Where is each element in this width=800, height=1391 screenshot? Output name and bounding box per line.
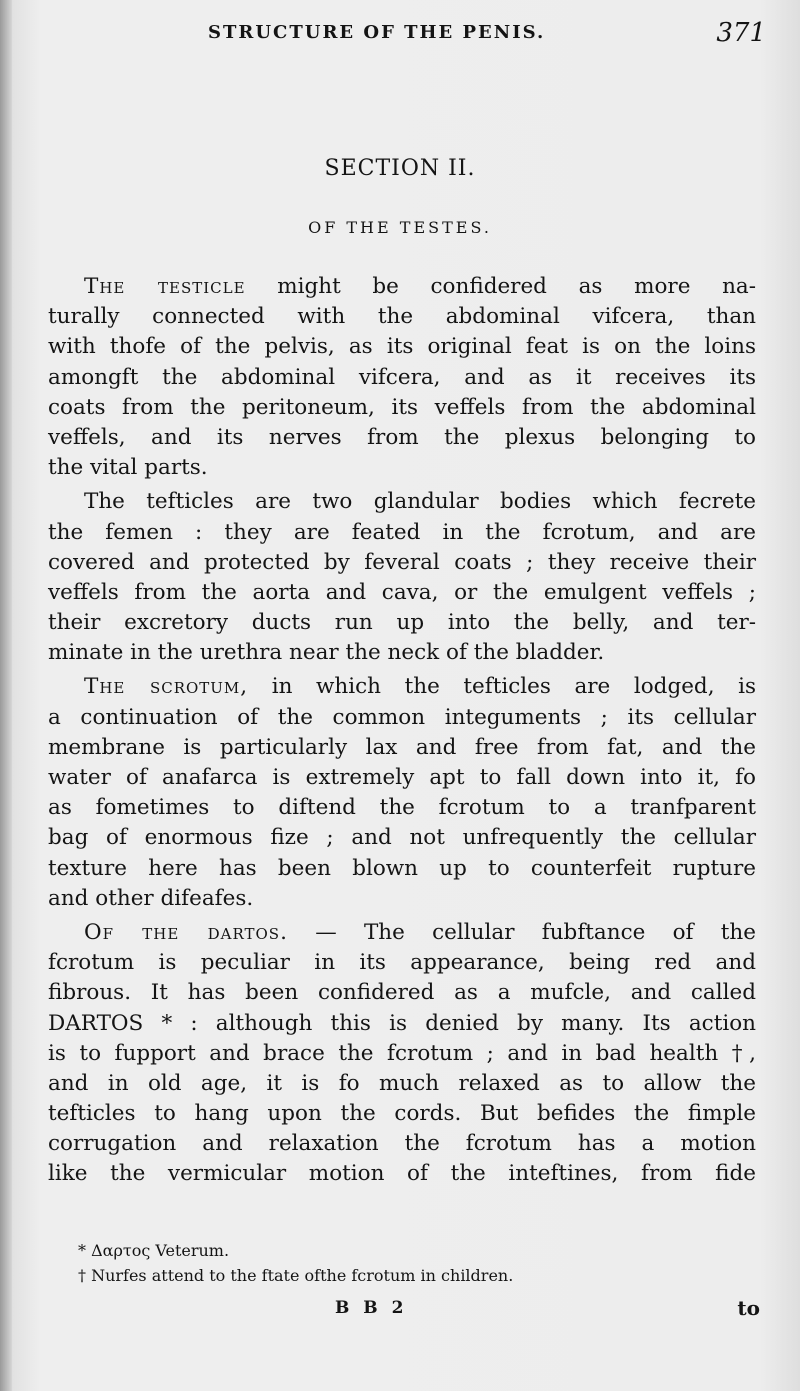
text-line: texture here has been blown up to counterfeit rupture (48, 855, 756, 881)
text-line: The tefticles are two glandular bodies which fecrete (84, 489, 756, 515)
text-line: is to fupport and brace the fcrotum ; and in bad health †, (48, 1040, 756, 1066)
paragraph-testicle (48, 272, 756, 483)
text-line: veffels from the aorta and cava, or the emulgent veffels ; (48, 579, 756, 605)
paragraph-lead: Of the dartos. (84, 919, 288, 945)
text-line: a continuation of the common integuments ; its cellular (48, 704, 756, 730)
text-line: and other difeafes. (48, 885, 254, 911)
text-line: bag of enormous fize ; and not unfrequently the cellular (48, 825, 756, 851)
text-line: membrane is particularly lax and free from fat, and the (48, 734, 756, 760)
text-line: DARTOS * : although this is denied by many. Its action (48, 1010, 756, 1036)
text-line: veffels, and its nerves from the plexus belonging to (48, 424, 756, 450)
catchword: to (737, 1296, 760, 1320)
running-title: STRUCTURE OF THE PENIS. (208, 22, 546, 43)
page-number: 371 (716, 18, 766, 48)
paragraph-lead: The scrotum, (84, 674, 249, 700)
text-line: fcrotum is peculiar in its appearance, being red and (48, 950, 756, 976)
footnotes (78, 1238, 758, 1288)
text-line: amongft the abdominal vifcera, and as it receives its (48, 364, 756, 390)
section-subheading: OF THE TESTES. (308, 218, 492, 237)
text-line: their excretory ducts run up into the belly, and ter- (48, 610, 756, 636)
text-line: the vital parts. (48, 455, 208, 481)
signature-mark: B B 2 (335, 1298, 408, 1318)
paragraph-dartos (48, 918, 756, 1190)
text-line: water of anafarca is extremely apt to fall down into it, fo (48, 765, 756, 790)
footnote: * Δαρτος Veterum. (78, 1241, 230, 1260)
text-line: turally connected with the abdominal vifcera, than (48, 304, 756, 330)
text-line: the femen : they are feated in the fcrotum, and are (48, 519, 756, 545)
text-line: covered and protected by feveral coats ; they receive their (48, 549, 756, 575)
text-line: The scrotum, in which the tefticles are lodged, is (84, 674, 757, 700)
footnote: † Nurfes attend to the ftate ofthe fcrotum in children. (78, 1266, 514, 1285)
text-line: and in old age, it is fo much relaxed as to allow the (48, 1070, 756, 1096)
binding-shadow (0, 0, 12, 1391)
text-line: minate in the urethra near the neck of the bladder. (48, 640, 605, 666)
text-line: tefticles to hang upon the cords. But befides the fimple (48, 1101, 756, 1127)
section-heading: SECTION II. (324, 156, 476, 181)
paragraph-scrotum (48, 672, 756, 914)
text-line: The testicle might be confidered as more na- (84, 274, 756, 299)
text-line: like the vermicular motion of the inteftines, from fide (48, 1161, 756, 1187)
running-head (0, 20, 800, 60)
text-line: fibrous. It has been confidered as a mufcle, and called (48, 980, 756, 1006)
text-line: as fometimes to diftend the fcrotum to a tranfparent (48, 795, 756, 821)
text-line: with thofe of the pelvis, as its original feat is on the loins (48, 334, 756, 360)
text-line: corrugation and relaxation the fcrotum has a motion (48, 1131, 756, 1157)
text-line: Of the dartos. — The cellular fubftance of the (84, 919, 756, 945)
paragraph-testicles (48, 487, 756, 668)
paragraph-lead: The testicle (84, 274, 246, 299)
body-text (48, 272, 756, 1190)
text-line: coats from the peritoneum, its veffels from the abdominal (48, 394, 756, 420)
